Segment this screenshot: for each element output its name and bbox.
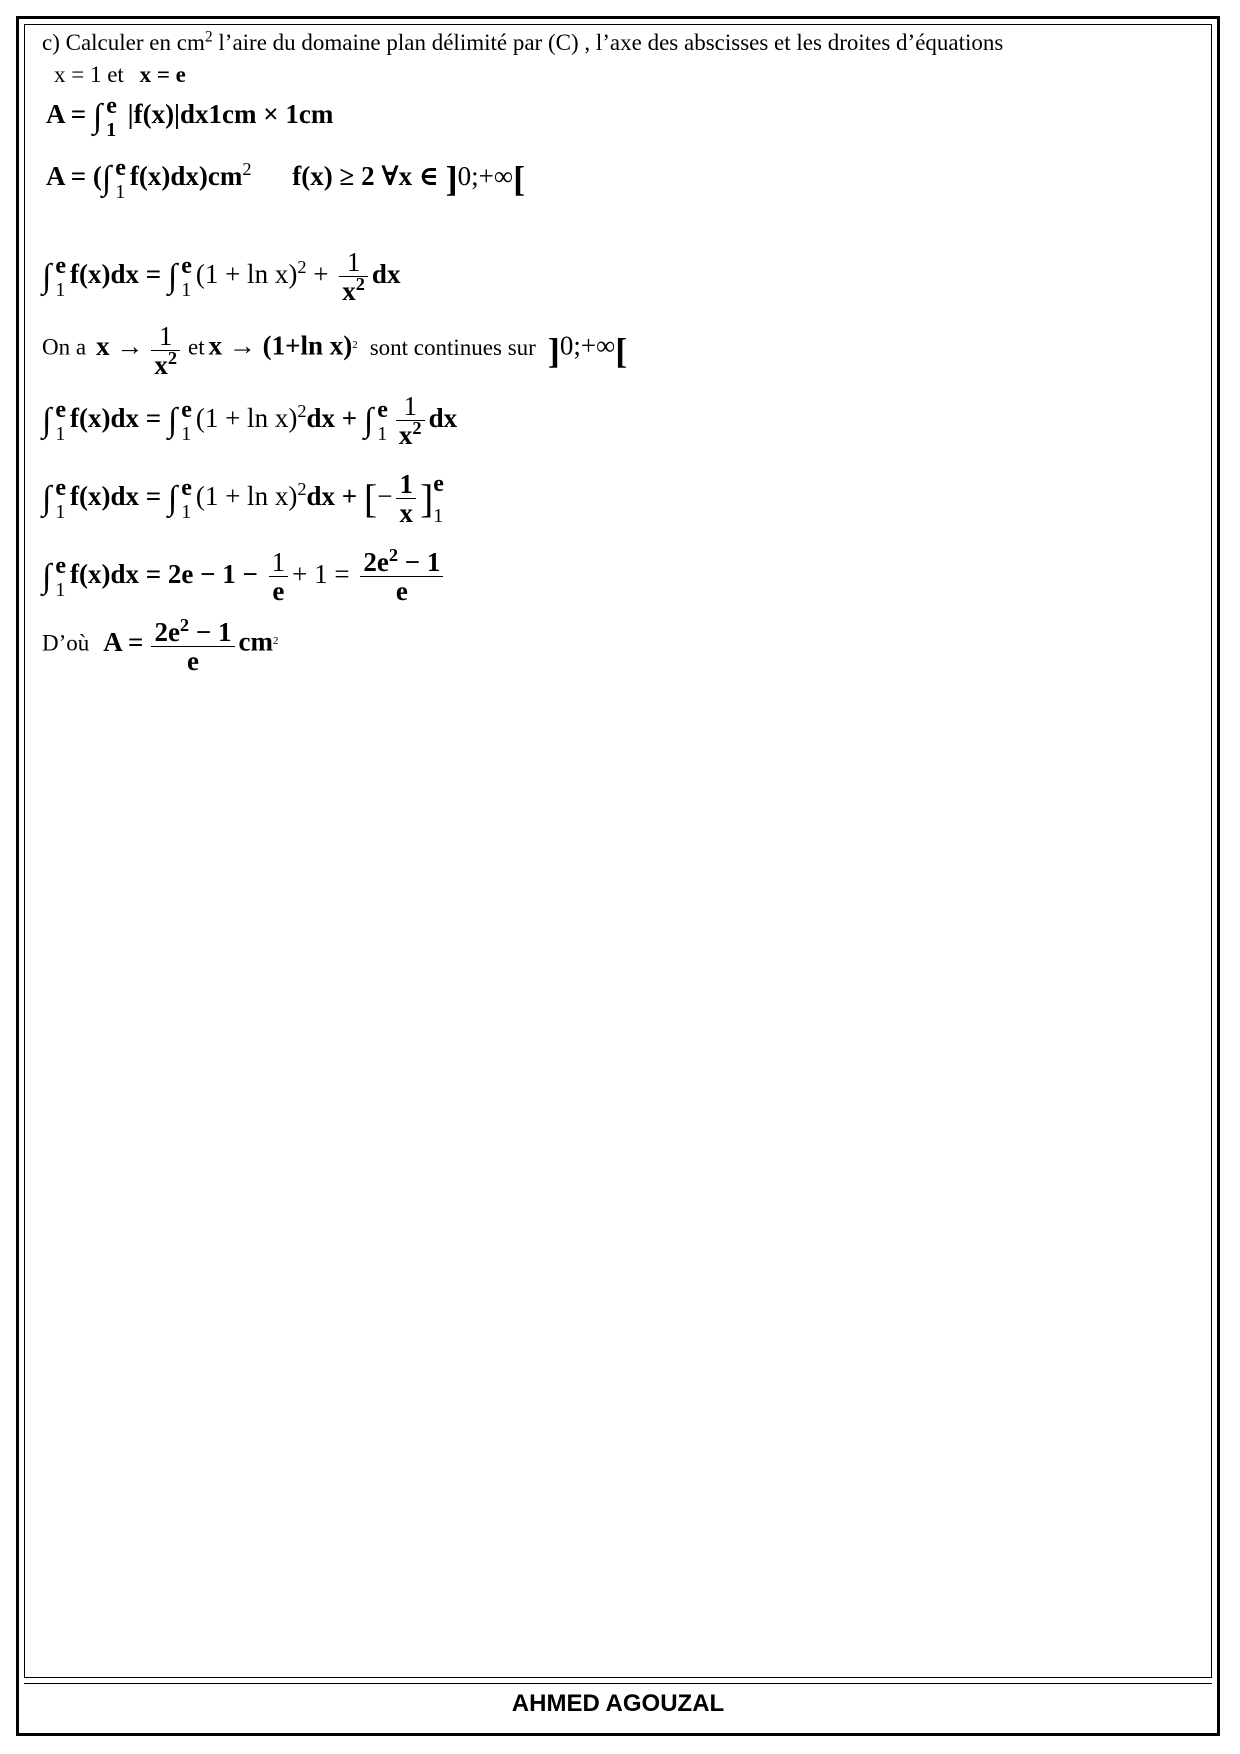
- plus-sign: +: [313, 259, 329, 290]
- eq3-lhs: f(x)dx =: [69, 259, 162, 290]
- final-lhs: A =: [103, 626, 144, 657]
- final-unit-exponent: 2: [272, 635, 279, 648]
- eq6-lhs: f(x)dx =: [69, 481, 162, 512]
- equation-result: [42, 545, 447, 607]
- eq2-lhs: A = (: [46, 161, 102, 192]
- question-line-2: [54, 62, 186, 88]
- equation-primitive: [42, 470, 444, 528]
- eq5-term: (1 + ln x): [195, 403, 298, 434]
- integral-sign: ∫: [167, 479, 178, 517]
- question-line-1: [42, 30, 1003, 56]
- interval-close-bracket: [: [513, 159, 526, 199]
- integral-sign: ∫: [42, 479, 52, 517]
- interval-open-bracket: ]: [547, 330, 560, 371]
- eq2-condition: f(x) ≥ 2 ∀x ∈: [292, 161, 439, 192]
- eq6-dx-plus: dx +: [306, 481, 358, 512]
- integral-sign: ∫: [42, 557, 52, 595]
- integral-bounds: e 1: [55, 474, 66, 523]
- integral-bounds: e 1: [55, 252, 66, 301]
- on-a-text: On a: [42, 334, 87, 360]
- line-xe: x = e: [139, 62, 186, 87]
- eq3-dx: dx: [371, 259, 401, 290]
- line-x1: x = 1 et: [54, 62, 124, 87]
- eq2-exponent: 2: [242, 159, 252, 180]
- minus-sign: −: [377, 481, 393, 512]
- question-text-a: c) Calculer en cm: [42, 30, 205, 55]
- equation-linearity: [42, 392, 457, 450]
- eq3-term: (1 + ln x): [195, 259, 298, 290]
- et-text: et: [188, 334, 205, 360]
- map-x: x →: [96, 330, 144, 361]
- eq7-mid: + 1 =: [292, 559, 350, 590]
- eq2-body: f(x)dx)cm: [129, 161, 243, 192]
- integral-bounds: e 1: [377, 396, 388, 445]
- eq5-lhs: f(x)dx =: [69, 403, 162, 434]
- interval-close-bracket: [: [615, 330, 628, 371]
- question-text-b: l’aire du domaine plan délimité par (C) , l’axe des abscisses et les droites d’équations: [212, 30, 1004, 55]
- fraction: $\frac{1}{e}$: [269, 548, 289, 606]
- interval-text: 0;+∞: [559, 330, 616, 361]
- final-answer: [42, 615, 279, 677]
- footer-divider: [24, 1683, 1212, 1684]
- fraction: $\frac{1}{x^2}$: [396, 392, 425, 450]
- eq5-dx: dx: [428, 403, 458, 434]
- eq1-body: |f(x)|dx1cm × 1cm: [127, 99, 334, 130]
- integral-sign: ∫: [167, 401, 178, 439]
- continuity-text: sont continues sur: [369, 334, 536, 360]
- eq5-dx-plus: dx +: [306, 403, 358, 434]
- equation-integral-split: [42, 248, 400, 306]
- fraction: $\frac{1}{x^2}$: [339, 248, 368, 306]
- integral-sign: ∫: [42, 257, 52, 295]
- map-ln: x → (1+ln x): [208, 330, 353, 361]
- interval-text: 0;+∞: [457, 161, 514, 192]
- bracket-close: ]: [419, 475, 434, 521]
- eq6-exponent: 2: [297, 479, 307, 500]
- integral-sign: ∫: [363, 401, 374, 439]
- author-footer: AHMED AGOUZAL: [511, 1690, 725, 1717]
- bracket-open: [: [363, 475, 378, 521]
- eq6-term: (1 + ln x): [195, 481, 298, 512]
- map-ln-exponent: 2: [352, 339, 358, 352]
- question-exponent: 2: [204, 28, 213, 46]
- integral-bounds: e 1: [181, 252, 192, 301]
- integral-bounds: e 1: [115, 155, 126, 203]
- final-unit: cm: [238, 626, 273, 657]
- continuity-statement: [42, 322, 627, 380]
- equation-area-cm2: [46, 156, 525, 202]
- integral-bounds: e 1: [106, 93, 117, 141]
- integral-bounds: e 1: [55, 552, 66, 601]
- integral-sign: ∫: [92, 98, 103, 135]
- eq7-lhs: f(x)dx = 2e − 1 −: [69, 559, 258, 590]
- eq3-exponent: 2: [297, 257, 307, 278]
- dou-text: D’où: [42, 630, 90, 656]
- integral-bounds: e 1: [181, 396, 192, 445]
- fraction: $\frac{1}{x}$: [396, 470, 416, 528]
- interval-open-bracket: ]: [445, 159, 458, 199]
- fraction-final: $\frac{2e^2 - 1}{e}$: [151, 618, 234, 676]
- equation-area-abs: [46, 94, 333, 140]
- integral-sign: ∫: [42, 401, 52, 439]
- eq1-lhs: A =: [46, 99, 87, 130]
- integral-bounds: e 1: [55, 396, 66, 445]
- integral-sign: ∫: [101, 160, 112, 197]
- fraction: $\frac{1}{x^2}$: [151, 322, 180, 380]
- integral-sign: ∫: [167, 257, 178, 295]
- eq5-exponent: 2: [297, 401, 307, 422]
- fraction-result: $\frac{2e^2 - 1}{e}$: [360, 548, 443, 606]
- integral-bounds: e 1: [181, 474, 192, 523]
- bracket-bounds: e 1: [433, 470, 444, 527]
